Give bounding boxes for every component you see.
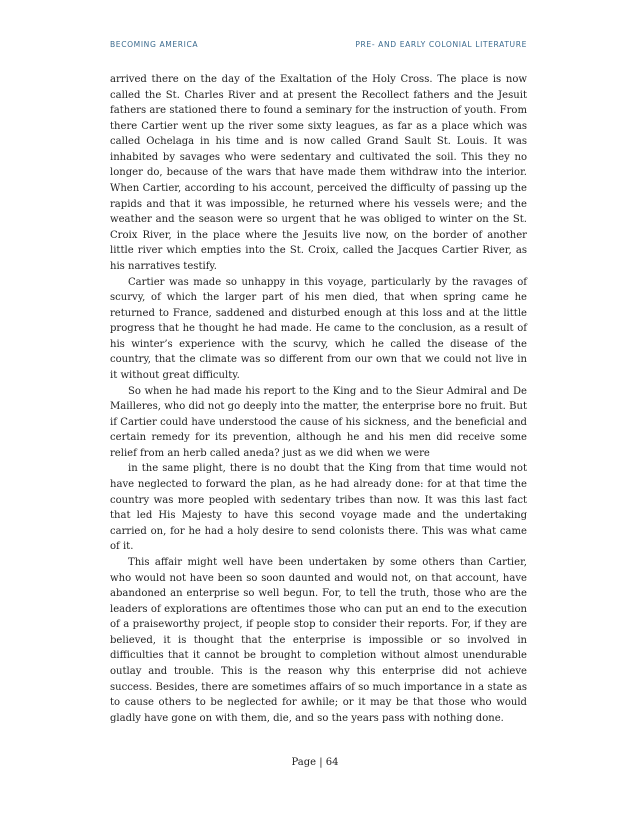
page-number: Page | 64 [291,757,339,768]
body-text [110,72,527,726]
paragraph: in the same plight, there is no doubt that the King from that time would not have neglected to forward the plan, as he had already done: for at that time the country was more peopled with sedentary tribes than now. It was this last fact that led His Majesty to have this second voyage made and the undertaking carried on, for he had a holy desire to send colonists there. This was what came of it. [110,463,527,553]
header-book-title: BECOMING AMERICA [110,40,199,49]
paragraph: This affair might well have been undertaken by some others than Cartier, who would not have been so soon daunted and would not, on that account, have abandoned an enterprise so well begun. For, to tell the truth, those who are the leaders of explorations are oftentimes those who can put an end to the execution of a praiseworthy project, if people stop to consider their reports. For, if they are believed, it is thought that the enterprise is impossible or so involved in difficulties that it cannot be brought to completion without almost unendurable outlay and trouble. This is the reason why this enterprise did not achieve success. Besides, there are sometimes affairs of so much importance in a state as to cause others to be neglected for awhile; or it may be that those who would gladly have gone on with them, die, and so the years pass with nothing done. [110,556,527,724]
header-section-title: PRE- AND EARLY COLONIAL LITERATURE [355,40,527,49]
paragraph: Cartier was made so unhappy in this voyage, particularly by the ravages of scurvy, of which the larger part of his men died, that when spring came he returned to France, saddened and disturbed enough at this loss and at the little progress that he thought he had made. He came to the conclusion, as a result of his winter’s experience with the scurvy, which he called the disease of the country, that the climate was so different from our own that we could not live in it without great difficulty. [110,276,527,381]
paragraph: arrived there on the day of the Exaltation of the Holy Cross. The place is now called the St. Charles River and at present the Recollect fathers and the Jesuit fathers are stationed there to found a seminary for the instruction of youth. From there Cartier went up the river some sixty leagues, as far as a place which was called Ochelaga in his time and is now called Grand Sault St. Louis. It was inhabited by savages who were sedentary and cultivated the soil. This they no longer do, because of the wars that have made them withdraw into the interior. When Cartier, according to his account, perceived the difficulty of passing up the rapids and that it was impossible, he returned where his vessels were; and the weather and the season were so urgent that he was obliged to winter on the St. Croix River, in the place where the Jesuits live now, on the border of another little river which empties into the St. Croix, called the Jacques Cartier River, as his narratives testify. [110,74,527,272]
running-header [110,40,527,52]
paragraph: So when he had made his report to the King and to the Sieur Admiral and De Mailleres, who did not go deeply into the matter, the enterprise bore no fruit. But if Cartier could have understood the cause of his sickness, and the beneficial and certain remedy for its prevention, although he and his men did receive some relief from an herb called aneda? just as we did when we were [110,385,527,459]
